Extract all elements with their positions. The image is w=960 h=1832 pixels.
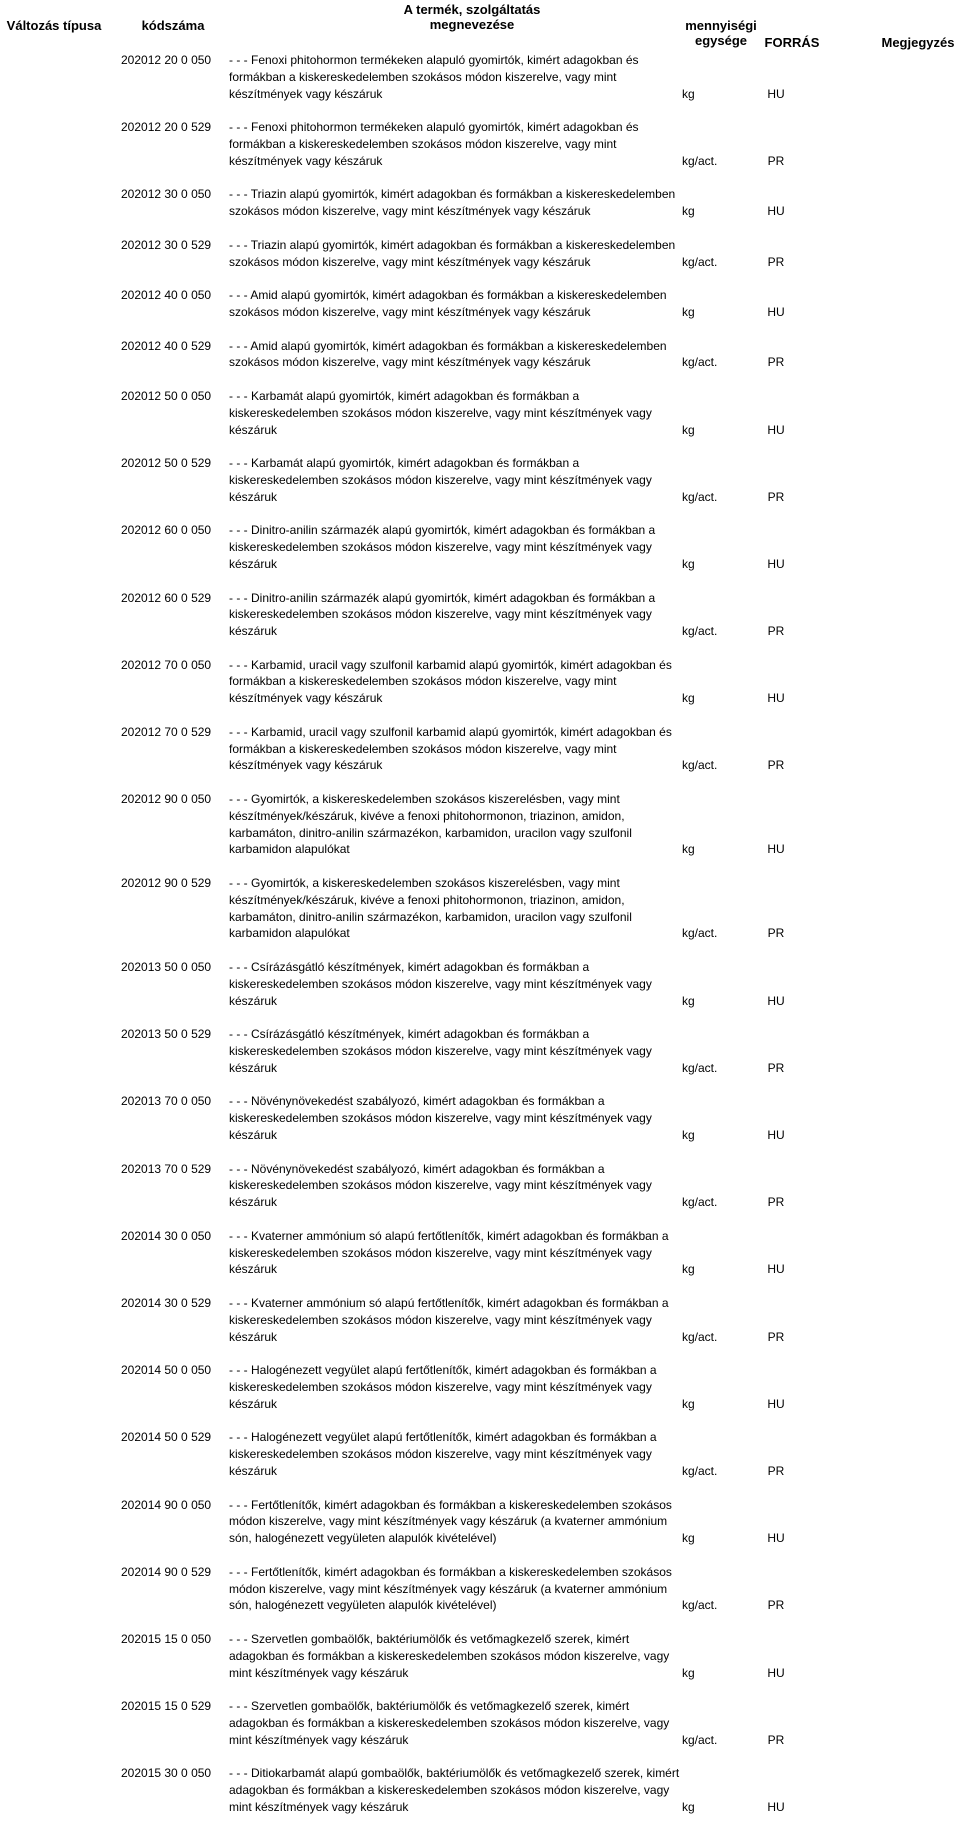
row-unit: kg/act. bbox=[682, 254, 718, 269]
row-unit: kg/act. bbox=[682, 355, 718, 370]
row-unit: kg bbox=[682, 204, 695, 219]
table-row bbox=[0, 119, 960, 186]
row-code: 202014 90 0 050 bbox=[121, 1497, 212, 1512]
header-source: FORRÁS bbox=[764, 35, 820, 50]
row-description: - - - Amid alapú gyomirtók, kimért adagokban és formákban a kiskereskedelemben szokásos módon kiszerelve, vagy mint készítmények vagy készáruk bbox=[229, 338, 667, 370]
row-description: - - - Ditiokarbamát alapú gombaölők, baktériumölők és vetőmagkezelő szerek, kimért adagokban és formákban a kiskereskedelemben szokásos módon kiszerelve, vagy mint készítmények vagy készáruk bbox=[229, 1766, 680, 1814]
row-unit: kg/act. bbox=[682, 1598, 718, 1613]
row-code: 202012 40 0 529 bbox=[121, 338, 212, 353]
row-code: 202013 70 0 050 bbox=[121, 1094, 212, 1109]
row-description: - - - Kvaterner ammónium só alapú fertőtlenítők, kimért adagokban és formákban a kiskereskedelemben szokásos módon kiszerelve, vagy mint készítmények vagy készáruk bbox=[229, 1228, 669, 1277]
row-code: 202012 50 0 050 bbox=[121, 388, 212, 403]
row-code: 202012 30 0 050 bbox=[121, 187, 212, 202]
row-unit: kg bbox=[682, 1396, 695, 1411]
row-unit: kg bbox=[682, 86, 695, 101]
row-code: 202012 60 0 529 bbox=[121, 590, 212, 605]
header-product-name-line2: megnevezése bbox=[429, 17, 515, 32]
row-source: HU bbox=[767, 691, 785, 706]
row-source: HU bbox=[767, 422, 785, 437]
table-row bbox=[0, 287, 960, 337]
table-body bbox=[0, 52, 960, 1832]
table-row bbox=[0, 1026, 960, 1093]
row-unit: kg bbox=[682, 1128, 695, 1142]
row-unit: kg/act. bbox=[682, 489, 718, 504]
row-description: - - - Szervetlen gombaölők, baktériumölők és vetőmagkezelő szerek, kimért adagokban és formákban a kiskereskedelemben szokásos módon kiszerelve, vagy mint készítmények vagy készáruk bbox=[229, 1699, 670, 1747]
row-code: 202014 90 0 529 bbox=[121, 1564, 212, 1579]
row-code: 202012 70 0 050 bbox=[121, 657, 212, 672]
row-description: - - - Halogénezett vegyület alapú fertőtlenítők, kimért adagokban és formákban a kiskereskedelemben szokásos módon kiszerelve, vagy mint készítmények vagy készáruk bbox=[229, 1430, 657, 1478]
row-source: PR bbox=[767, 758, 785, 773]
row-description: - - - Halogénezett vegyület alapú fertőtlenítők, kimért adagokban és formákban a kiskereskedelemben szokásos módon kiszerelve, vagy mint készítmények vagy készáruk bbox=[229, 1363, 657, 1411]
table-row bbox=[0, 791, 960, 875]
table-row bbox=[0, 1497, 960, 1564]
table-row bbox=[0, 388, 960, 455]
row-unit: kg bbox=[682, 1262, 695, 1277]
row-source: HU bbox=[767, 86, 785, 101]
row-unit: kg bbox=[682, 1799, 695, 1814]
table-header bbox=[0, 0, 960, 48]
row-description: - - - Triazin alapú gyomirtók, kimért adagokban és formákban a kiskereskedelemben szokásos módon kiszerelve, vagy mint készítmények vagy készáruk bbox=[229, 187, 676, 219]
row-code: 202012 90 0 050 bbox=[121, 792, 212, 807]
row-code: 202012 20 0 050 bbox=[121, 53, 212, 67]
row-description: - - - Karbamát alapú gyomirtók, kimért adagokban és formákban a kiskereskedelemben szokásos módon kiszerelve, vagy mint készítmények vagy készáruk bbox=[229, 388, 652, 437]
row-unit: kg bbox=[682, 304, 695, 319]
row-unit: kg bbox=[682, 993, 695, 1008]
row-description: - - - Triazin alapú gyomirtók, kimért adagokban és formákban a kiskereskedelemben szokásos módon kiszerelve, vagy mint készítmények vagy készáruk bbox=[229, 237, 676, 269]
row-source: PR bbox=[767, 1732, 785, 1747]
header-change-type: Változás típusa bbox=[6, 18, 102, 33]
row-code: 202014 30 0 529 bbox=[121, 1295, 212, 1310]
row-unit: kg/act. bbox=[682, 1060, 718, 1075]
row-description: - - - Fenoxi phitohormon termékeken alapuló gyomirtók, kimért adagokban és formákban a kiskereskedelemben szokásos módon kiszerelve, vagy mint készítmények vagy készáruk bbox=[229, 53, 639, 101]
header-product-name-line1: A termék, szolgáltatás bbox=[403, 2, 541, 17]
row-unit: kg/act. bbox=[682, 758, 718, 773]
row-description: - - - Karbamid, uracil vagy szulfonil karbamid alapú gyomirtók, kimért adagokban és formákban a kiskereskedelemben szokásos módon kiszerelve, vagy mint készítmények vagy készáruk bbox=[229, 657, 672, 706]
row-source: HU bbox=[767, 1531, 785, 1546]
header-note: Megjegyzés bbox=[881, 35, 955, 50]
table-row bbox=[0, 522, 960, 589]
row-description: - - - Növénynövekedést szabályozó, kimért adagokban és formákban a kiskereskedelemben szokásos módon kiszerelve, vagy mint készítmények vagy készáruk bbox=[229, 1094, 652, 1142]
table-row bbox=[0, 1295, 960, 1362]
row-source: PR bbox=[767, 1060, 785, 1075]
row-source: PR bbox=[767, 1463, 785, 1478]
table-row bbox=[0, 1765, 960, 1832]
row-unit: kg/act. bbox=[682, 1463, 718, 1478]
row-description: - - - Csírázásgátló készítmények, kimért adagokban és formákban a kiskereskedelemben szokásos módon kiszerelve, vagy mint készítmények vagy készáruk bbox=[229, 1027, 652, 1075]
row-unit: kg bbox=[682, 556, 695, 571]
table-row bbox=[0, 1228, 960, 1295]
table-row bbox=[0, 1429, 960, 1496]
row-description: - - - Csírázásgátló készítmények, kimért adagokban és formákban a kiskereskedelemben szokásos módon kiszerelve, vagy mint készítmények vagy készáruk bbox=[229, 960, 652, 1008]
row-code: 202013 50 0 529 bbox=[121, 1027, 212, 1042]
table-row bbox=[0, 1161, 960, 1228]
row-description: - - - Amid alapú gyomirtók, kimért adagokban és formákban a kiskereskedelemben szokásos módon kiszerelve, vagy mint készítmények vagy készáruk bbox=[229, 288, 667, 319]
row-description: - - - Gyomirtók, a kiskereskedelemben szokásos kiszerelésben, vagy mint készítmények/készáruk, kivéve a fenoxi phitohormonon, triazinon, amidon, karbamáton, dinitro-anilin származékon, karbamidon, uracilon vagy szulfonil karbamidon alapulókat bbox=[229, 876, 632, 941]
row-unit: kg/act. bbox=[682, 153, 718, 168]
row-description: - - - Szervetlen gombaölők, baktériumölők és vetőmagkezelő szerek, kimért adagokban és formákban a kiskereskedelemben szokásos módon kiszerelve, vagy mint készítmények vagy készáruk bbox=[229, 1631, 670, 1680]
table-row bbox=[0, 590, 960, 657]
row-code: 202014 50 0 529 bbox=[121, 1430, 212, 1445]
header-unit bbox=[676, 18, 766, 48]
row-source: PR bbox=[767, 153, 785, 168]
row-source: HU bbox=[767, 1396, 785, 1411]
table-row bbox=[0, 1564, 960, 1631]
row-code: 202012 60 0 050 bbox=[121, 523, 212, 538]
row-code: 202012 30 0 529 bbox=[121, 237, 212, 252]
row-unit: kg/act. bbox=[682, 926, 718, 941]
row-unit: kg/act. bbox=[682, 1732, 718, 1747]
row-code: 202012 40 0 050 bbox=[121, 288, 212, 303]
row-description: - - - Fertőtlenítők, kimért adagokban és formákban a kiskereskedelemben szokásos módon kiszerelve, vagy mint készítmények vagy készáruk (a kvaterner ammónium són, halogénezett vegyületen alapulók kivételével) bbox=[229, 1497, 672, 1546]
row-code: 202014 50 0 050 bbox=[121, 1363, 212, 1378]
row-source: HU bbox=[767, 1262, 785, 1277]
table-row bbox=[0, 186, 960, 236]
header-unit-line2: egysége bbox=[694, 33, 748, 48]
row-source: HU bbox=[767, 304, 785, 319]
row-unit: kg bbox=[682, 691, 695, 706]
row-code: 202012 70 0 529 bbox=[121, 724, 212, 739]
table-row bbox=[0, 959, 960, 1026]
row-source: HU bbox=[767, 993, 785, 1008]
row-description: - - - Fenoxi phitohormon termékeken alapuló gyomirtók, kimért adagokban és formákban a kiskereskedelemben szokásos módon kiszerelve, vagy mint készítmények vagy készáruk bbox=[229, 120, 639, 168]
row-source: HU bbox=[767, 204, 785, 219]
table-row bbox=[0, 1698, 960, 1765]
table-row bbox=[0, 724, 960, 791]
row-unit: kg bbox=[682, 422, 695, 437]
row-description: - - - Karbamid, uracil vagy szulfonil karbamid alapú gyomirtók, kimért adagokban és formákban a kiskereskedelemben szokásos módon kiszerelve, vagy mint készítmények vagy készáruk bbox=[229, 724, 672, 773]
header-code: kódszáma bbox=[141, 18, 205, 33]
row-unit: kg/act. bbox=[682, 624, 718, 639]
row-code: 202014 30 0 050 bbox=[121, 1228, 212, 1243]
table-row bbox=[0, 1631, 960, 1698]
row-code: 202015 15 0 050 bbox=[121, 1631, 212, 1646]
header-product-name bbox=[382, 2, 562, 32]
row-code: 202012 50 0 529 bbox=[121, 456, 212, 471]
header-unit-line1: mennyiségi bbox=[685, 18, 757, 33]
row-source: PR bbox=[767, 355, 785, 370]
row-code: 202013 50 0 050 bbox=[121, 960, 212, 975]
row-code: 202012 20 0 529 bbox=[121, 120, 212, 135]
row-description: - - - Kvaterner ammónium só alapú fertőtlenítők, kimért adagokban és formákban a kiskereskedelemben szokásos módon kiszerelve, vagy mint készítmények vagy készáruk bbox=[229, 1295, 669, 1344]
row-unit: kg/act. bbox=[682, 1195, 718, 1210]
row-source: PR bbox=[767, 624, 785, 639]
table-row bbox=[0, 1093, 960, 1160]
row-source: PR bbox=[767, 1598, 785, 1613]
table-row bbox=[0, 1362, 960, 1429]
table-row bbox=[0, 237, 960, 287]
row-source: PR bbox=[767, 1195, 785, 1210]
row-source: HU bbox=[767, 556, 785, 571]
row-unit: kg bbox=[682, 1531, 695, 1546]
table-row bbox=[0, 338, 960, 388]
row-source: PR bbox=[767, 926, 785, 941]
row-code: 202012 90 0 529 bbox=[121, 876, 212, 891]
table-row bbox=[0, 52, 960, 119]
row-source: PR bbox=[767, 254, 785, 269]
table-row bbox=[0, 657, 960, 724]
row-description: - - - Fertőtlenítők, kimért adagokban és formákban a kiskereskedelemben szokásos módon kiszerelve, vagy mint készítmények vagy készáruk (a kvaterner ammónium són, halogénezett vegyületen alapulók kivételével) bbox=[229, 1564, 672, 1613]
row-unit: kg bbox=[682, 842, 695, 857]
row-source: HU bbox=[767, 1128, 785, 1142]
row-source: PR bbox=[767, 489, 785, 504]
row-description: - - - Dinitro-anilin származék alapú gyomirtók, kimért adagokban és formákban a kiskereskedelemben szokásos módon kiszerelve, vagy mint készítmények vagy készáruk bbox=[229, 523, 656, 571]
row-description: - - - Karbamát alapú gyomirtók, kimért adagokban és formákban a kiskereskedelemben szokásos módon kiszerelve, vagy mint készítmények vagy készáruk bbox=[229, 456, 652, 504]
row-code: 202015 30 0 050 bbox=[121, 1766, 212, 1781]
row-description: - - - Dinitro-anilin származék alapú gyomirtók, kimért adagokban és formákban a kiskereskedelemben szokásos módon kiszerelve, vagy mint készítmények vagy készáruk bbox=[229, 590, 656, 639]
row-unit: kg/act. bbox=[682, 1329, 718, 1344]
table-row bbox=[0, 455, 960, 522]
row-source: HU bbox=[767, 1665, 785, 1680]
row-source: PR bbox=[767, 1329, 785, 1344]
table-row bbox=[0, 875, 960, 959]
row-description: - - - Gyomirtók, a kiskereskedelemben szokásos kiszerelésben, vagy mint készítmények/készáruk, kivéve a fenoxi phitohormonon, triazinon, amidon, karbamáton, dinitro-anilin származékon, karbamidon, uracilon vagy szulfonil karbamidon alapulókat bbox=[229, 792, 632, 857]
row-unit: kg bbox=[682, 1665, 695, 1680]
row-code: 202015 15 0 529 bbox=[121, 1699, 212, 1714]
row-source: HU bbox=[767, 1799, 785, 1814]
row-code: 202013 70 0 529 bbox=[121, 1161, 212, 1176]
row-source: HU bbox=[767, 842, 785, 857]
row-description: - - - Növénynövekedést szabályozó, kimért adagokban és formákban a kiskereskedelemben szokásos módon kiszerelve, vagy mint készítmények vagy készáruk bbox=[229, 1161, 652, 1210]
